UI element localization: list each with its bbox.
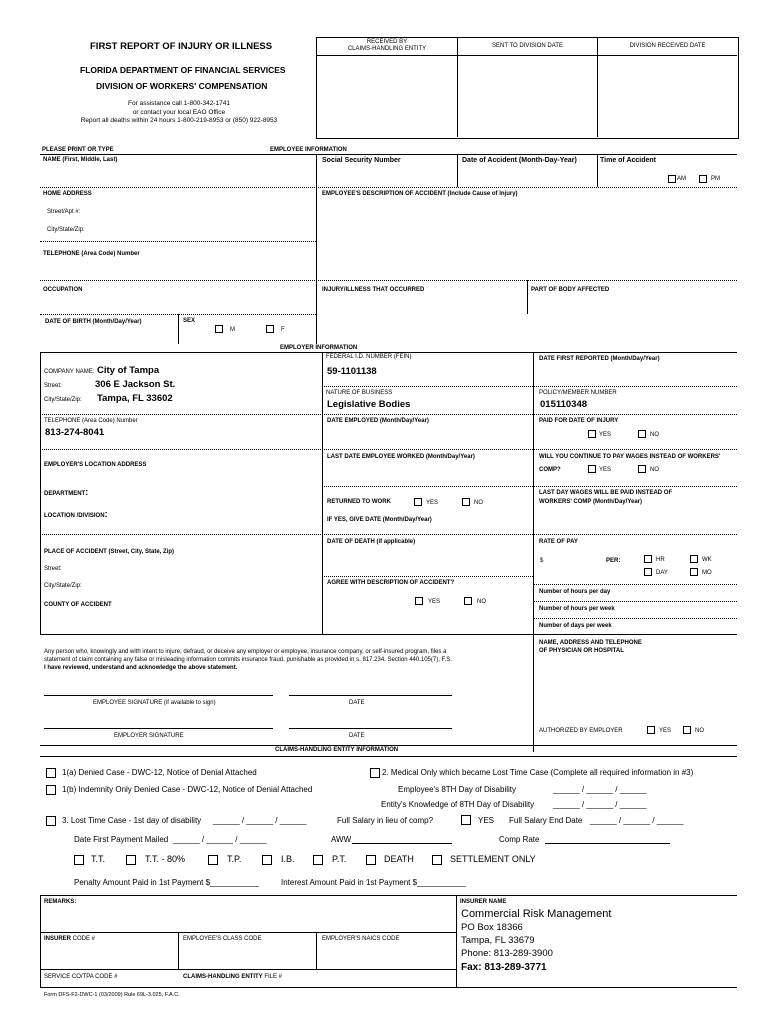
fraud-statement — [44, 648, 530, 672]
insurer-phone: Phone: 813-289-3900 — [461, 948, 553, 959]
wages-no-checkbox[interactable] — [638, 465, 646, 473]
divider — [40, 414, 737, 415]
policy-label: POLICY/MEMBER NUMBER — [539, 390, 617, 396]
first-payment-blank[interactable]: ______ / ______ / ______ — [173, 835, 267, 844]
sex-f-checkbox[interactable] — [266, 325, 274, 333]
employee-section-title: EMPLOYEE INFORMATION — [270, 147, 347, 153]
place-of-accident-label[interactable]: PLACE OF ACCIDENT (Street, City, State, Zip) — [44, 549, 175, 555]
am-label: AM — [677, 176, 686, 182]
continue-wages-label: WILL YOU CONTINUE TO PAY WAGES INSTEAD OF WORKERS' — [539, 454, 721, 460]
ssn-label[interactable]: Social Security Number — [322, 157, 401, 164]
date-of-death-label[interactable]: DATE OF DEATH (if applicable) — [327, 539, 416, 545]
insurer-fax: Fax: 813-289-3771 — [461, 962, 547, 973]
days-per-week-label[interactable]: Number of days per week — [539, 623, 612, 629]
divider — [40, 352, 737, 353]
name-label[interactable]: NAME (First, Middle, Last) — [43, 157, 118, 163]
aww-line[interactable] — [352, 843, 452, 844]
if-yes-date-label[interactable]: IF YES, GIVE DATE (Month/Day/Year) — [327, 517, 432, 523]
f-label: F — [281, 327, 285, 333]
authorized-yes-checkbox[interactable] — [647, 726, 655, 734]
day-label: DAY — [656, 570, 668, 576]
ib-label: I.B. — [281, 854, 295, 864]
date-employed-label[interactable]: DATE EMPLOYED (Month/Day/Year) — [327, 418, 429, 424]
rate-wk-checkbox[interactable] — [690, 555, 698, 563]
division-name: DIVISION OF WORKERS' COMPENSATION — [96, 81, 268, 91]
divider — [322, 386, 737, 387]
class-code-label[interactable]: EMPLOYEE'S CLASS CODE — [183, 936, 262, 942]
yes-label: YES — [428, 599, 441, 605]
employee-signature-line[interactable] — [44, 695, 273, 696]
indemnity-denied-checkbox[interactable] — [46, 785, 56, 795]
yes-label: YES — [599, 432, 612, 438]
department-label[interactable]: DEPARTMENT: — [44, 487, 89, 497]
full-salary-label: Full Salary in lieu of comp? — [337, 816, 434, 825]
full-salary-yes-checkbox[interactable] — [461, 815, 471, 825]
no-label: NO — [477, 599, 486, 605]
city-label: City/State/Zip: — [44, 397, 82, 403]
time-of-accident-label[interactable]: Time of Accident — [600, 157, 657, 164]
no-label: NO — [474, 500, 483, 506]
aww-label: AWW — [331, 835, 352, 844]
divider — [40, 634, 737, 635]
tt80-label: T.T. - 80% — [145, 854, 186, 864]
divider — [457, 37, 458, 137]
medical-only-checkbox[interactable] — [370, 768, 380, 778]
no-label: NO — [650, 467, 659, 473]
rate-mo-checkbox[interactable] — [690, 568, 698, 576]
label-line: RECEIVED BY — [366, 39, 408, 45]
yes-label: YES — [659, 728, 672, 734]
insurer-address-2: Tampa, FL 33679 — [461, 935, 535, 946]
employer-signature-label: EMPLOYER SIGNATURE — [114, 733, 184, 739]
eighth-day-label — [398, 785, 516, 795]
denied-case-checkbox[interactable] — [46, 768, 56, 778]
lost-time-blank[interactable]: ______ / ______ / ______ — [213, 816, 307, 825]
file-number-label[interactable]: CLAIMS-HANDLING ENTITY FILE # — [183, 974, 283, 980]
yes-label: YES — [599, 467, 612, 473]
tt80-checkbox[interactable] — [126, 855, 136, 865]
divider — [40, 756, 737, 757]
divider — [316, 932, 317, 969]
interest-label: Interest Amount Paid in 1st Payment $ — [281, 878, 418, 887]
agree-no-checkbox[interactable] — [464, 597, 472, 605]
fraud-line: I have reviewed, understand and acknowledge the above statement. — [44, 665, 238, 671]
divider — [40, 241, 316, 242]
pm-checkbox[interactable] — [699, 175, 707, 183]
divider — [316, 154, 317, 344]
employer-signature-line[interactable] — [44, 728, 273, 729]
employer-section-title: EMPLOYER INFORMATION — [280, 345, 358, 351]
department-text: DEPARTMENT — [44, 491, 86, 497]
paid-yes-checkbox[interactable] — [588, 430, 596, 438]
city-value[interactable]: Tampa, FL 33602 — [97, 393, 173, 404]
date-first-reported-label[interactable]: DATE FIRST REPORTED (Month/Day/Year) — [539, 356, 660, 362]
body-part-label[interactable]: PART OF BODY AFFECTED — [531, 287, 610, 293]
employee-date-line[interactable] — [289, 695, 452, 696]
last-day-wages-comp-label[interactable]: WORKERS' COMP (Month/Day/Year) — [539, 499, 642, 505]
divider — [40, 449, 737, 450]
service-co-label[interactable]: SERVICE CO/TPA CODE # — [44, 974, 118, 980]
lost-time-label: 3. Lost Time Case - 1st day of disability — [62, 816, 202, 825]
form-id: Form DFS-F2-DWC-1 (03/2009) Rule 69L-3.025, F.A.C. — [44, 992, 180, 998]
naics-label[interactable]: EMPLOYER'S NAICS CODE — [322, 936, 400, 942]
divider — [40, 187, 737, 188]
injury-label[interactable]: INJURY/ILLNESS THAT OCCURRED — [322, 287, 425, 293]
street-label[interactable]: Street/Apt #: — [47, 209, 81, 215]
nature-value[interactable]: Legislative Bodies — [327, 399, 411, 410]
dollar-sign: $ — [540, 558, 544, 564]
fraud-line: statement of claim containing any false or misleading information commits insurance fraud, punishable as provided in s. 817.234. Section 440.105(7), F.S. — [44, 657, 452, 663]
city-label[interactable]: City/State/Zip: — [44, 583, 82, 589]
street-value[interactable]: 306 E Jackson St. — [95, 379, 176, 390]
label-line: CLAIMS-HANDLING ENTITY — [347, 46, 427, 52]
divider — [597, 154, 598, 187]
divider — [533, 584, 737, 585]
rate-day-checkbox[interactable] — [644, 568, 652, 576]
insurer-code-label[interactable]: INSURER CODE # — [44, 936, 96, 942]
divider — [40, 534, 737, 535]
assist-line: For assistance call 1-800-342-1741 — [128, 100, 230, 107]
employer-tel-value[interactable]: 813-274-8041 — [45, 427, 105, 438]
returned-no-checkbox[interactable] — [462, 498, 470, 506]
county-label[interactable]: COUNTY OF ACCIDENT — [44, 602, 112, 608]
continue-wages-comp-label: COMP? — [539, 467, 561, 473]
denied-case-label: 1(a) Denied Case - DWC-12, Notice of Denial Attached — [62, 768, 257, 777]
insurer-name-label: INSURER NAME — [460, 899, 507, 905]
divider — [533, 601, 737, 602]
penalty-blank[interactable]: ___________ — [210, 878, 259, 887]
first-payment-label: Date First Payment Mailed — [74, 835, 169, 844]
location-division-text: LOCATION /DIVISION — [44, 513, 105, 519]
physician-label: NAME, ADDRESS AND TELEPHONE — [539, 640, 642, 646]
policy-value[interactable]: 015110348 — [540, 399, 588, 410]
please-print-label: PLEASE PRINT OR TYPE — [42, 147, 114, 153]
lost-time-checkbox[interactable] — [46, 816, 56, 826]
nature-label: NATURE OF BUSINESS — [326, 390, 393, 396]
assistance-info — [40, 100, 318, 126]
divider — [40, 969, 456, 970]
interest-blank[interactable]: ___________ — [417, 878, 466, 887]
agree-label: AGREE WITH DESCRIPTION OF ACCIDENT? — [327, 580, 455, 586]
divider — [322, 486, 737, 487]
pm-label: PM — [711, 176, 720, 182]
fein-value[interactable]: 59-1101138 — [327, 366, 377, 377]
divider — [40, 745, 737, 746]
authorized-label: AUTHORIZED BY EMPLOYER — [539, 728, 623, 734]
fraud-line: Any person who, knowingly and with intent to injure, defraud, or deceive any employer or employee, insurance company, or self-insured program, files a — [44, 649, 447, 655]
location-division-label[interactable]: LOCATION /DIVISION: — [44, 509, 108, 519]
am-checkbox[interactable] — [668, 175, 676, 183]
claims-section-title: CLAIMS-HANDLING ENTITY INFORMATION — [275, 747, 399, 753]
telephone-label[interactable]: TELEPHONE (Area Code) Number — [43, 251, 140, 257]
mo-label: MO — [702, 570, 712, 576]
street-label[interactable]: Street: — [44, 566, 62, 572]
no-label: NO — [650, 432, 659, 438]
date-label: DATE — [349, 700, 365, 706]
form-title: FIRST REPORT OF INJURY OR ILLNESS — [90, 41, 273, 52]
insurer-address-1: PO Box 18366 — [461, 922, 523, 933]
salary-end-label: Full Salary End Date — [509, 816, 583, 825]
sent-to-division-label: SENT TO DIVISION DATE — [492, 43, 563, 49]
eighth-day-blank[interactable]: ______ / ______ / ______ — [553, 785, 647, 794]
wages-yes-checkbox[interactable] — [588, 465, 596, 473]
fein-label: FEDERAL I.D. NUMBER (FEIN) — [326, 354, 412, 360]
pt-checkbox[interactable] — [313, 855, 323, 865]
ib-checkbox[interactable] — [262, 855, 272, 865]
wk-label: WK — [702, 557, 712, 563]
divider — [597, 37, 598, 137]
divider — [178, 314, 179, 344]
authorized-no-checkbox[interactable] — [683, 726, 691, 734]
per-label: PER: — [606, 558, 621, 564]
returned-yes-checkbox[interactable] — [414, 498, 422, 506]
divider — [40, 154, 737, 155]
sex-label: SEX — [183, 318, 196, 324]
tt-checkbox[interactable] — [74, 855, 84, 865]
comp-rate-label: Comp Rate — [499, 835, 540, 844]
divider — [457, 154, 458, 187]
last-day-wages-label: LAST DAY WAGES WILL BE PAID INSTEAD OF — [539, 490, 673, 496]
divider — [322, 576, 533, 577]
divider — [40, 932, 456, 933]
agree-yes-checkbox[interactable] — [415, 597, 423, 605]
remarks-label[interactable]: REMARKS: — [44, 899, 77, 905]
m-label: M — [230, 327, 235, 333]
hours-per-day-label[interactable]: Number of hours per day — [539, 589, 611, 595]
death-label: DEATH — [384, 854, 414, 864]
comp-rate-line[interactable] — [545, 843, 670, 844]
city-label[interactable]: City/State/Zip: — [47, 227, 85, 233]
department-name: FLORIDA DEPARTMENT OF FINANCIAL SERVICES — [80, 65, 286, 75]
tt-label: T.T. — [91, 854, 106, 864]
knowledge-label: Entity's Knowledge of 8TH Day of Disability — [381, 800, 535, 809]
assist-line: Report all deaths within 24 hours 1-800-219-8953 or (850) 922-8953 — [80, 117, 278, 124]
paid-for-date-label: PAID FOR DATE OF INJURY — [539, 418, 619, 424]
divider — [40, 280, 737, 281]
home-address-label[interactable]: HOME ADDRESS — [43, 191, 92, 197]
employee-signature-label: EMPLOYEE SIGNATURE (if available to sign) — [93, 700, 216, 706]
occupation-label[interactable]: OCCUPATION — [43, 287, 83, 293]
location-address-label[interactable]: EMPLOYER'S LOCATION ADDRESS — [44, 462, 147, 468]
divider — [40, 895, 737, 896]
street-label: Street: — [44, 383, 62, 389]
rate-hr-checkbox[interactable] — [644, 555, 652, 563]
paid-no-checkbox[interactable] — [638, 430, 646, 438]
tp-checkbox[interactable] — [208, 855, 218, 865]
employer-date-line[interactable] — [289, 728, 452, 729]
settlement-checkbox[interactable] — [432, 855, 442, 865]
divider — [533, 618, 737, 619]
hr-label: HR — [656, 557, 665, 563]
settlement-label: SETTLEMENT ONLY — [450, 854, 536, 864]
returned-to-work-label: RETURNED TO WORK — [327, 499, 391, 505]
death-checkbox[interactable] — [366, 855, 376, 865]
date-of-accident-label[interactable]: Date of Accident (Month-Day-Year) — [462, 157, 577, 164]
description-label[interactable]: EMPLOYEE'S DESCRIPTION OF ACCIDENT (Include Cause of Injury) — [322, 191, 518, 197]
no-label: NO — [695, 728, 704, 734]
knowledge-blank[interactable]: ______ / ______ / ______ — [553, 800, 647, 809]
divider — [40, 352, 41, 634]
salary-end-blank[interactable]: ______ / ______ / ______ — [590, 816, 684, 825]
divider — [316, 55, 737, 56]
penalty-label: Penalty Amount Paid in 1st Payment $ — [74, 878, 211, 887]
divider — [527, 280, 528, 314]
company-name-label: COMPANY NAME: — [44, 369, 95, 375]
last-date-worked-label[interactable]: LAST DATE EMPLOYEE WORKED (Month/Day/Year) — [327, 454, 475, 460]
division-received-label: DIVISION RECEIVED DATE — [629, 43, 706, 49]
sex-m-checkbox[interactable] — [215, 325, 223, 333]
divider — [533, 352, 534, 752]
dob-label[interactable]: DATE OF BIRTH (Month/Day/Year) — [45, 319, 142, 325]
divider — [456, 895, 457, 987]
employer-tel-label: TELEPHONE (Area Code) Number — [44, 418, 138, 424]
full-salary-yes-label: YES — [478, 816, 495, 825]
pt-label: P.T. — [332, 854, 347, 864]
date-label: DATE — [349, 733, 365, 739]
indemnity-denied-label: 1(b) Indemnity Only Denied Case - DWC-12, Notice of Denial Attached — [62, 785, 313, 794]
insurer-name[interactable]: Commercial Risk Management — [461, 908, 612, 920]
divider — [178, 932, 179, 969]
divider — [40, 895, 41, 987]
divider — [40, 987, 737, 988]
company-name-value[interactable]: City of Tampa — [97, 365, 160, 376]
tp-label: T.P. — [227, 854, 242, 864]
assist-line: or contact your local EAO Office — [132, 108, 226, 116]
medical-only-label: 2. Medical Only which became Lost Time Case (Complete all required information in #3) — [382, 768, 694, 777]
physician-label-2[interactable]: OF PHYSICIAN OR HOSPITAL — [539, 648, 624, 654]
yes-label: YES — [426, 500, 439, 506]
received-by-label — [317, 39, 457, 53]
rate-of-pay-label: RATE OF PAY — [539, 539, 578, 545]
eighth-day-text: Employee's 8TH Day of Disability — [398, 785, 517, 794]
hours-per-week-label[interactable]: Number of hours per week — [539, 606, 615, 612]
divider — [322, 352, 323, 634]
